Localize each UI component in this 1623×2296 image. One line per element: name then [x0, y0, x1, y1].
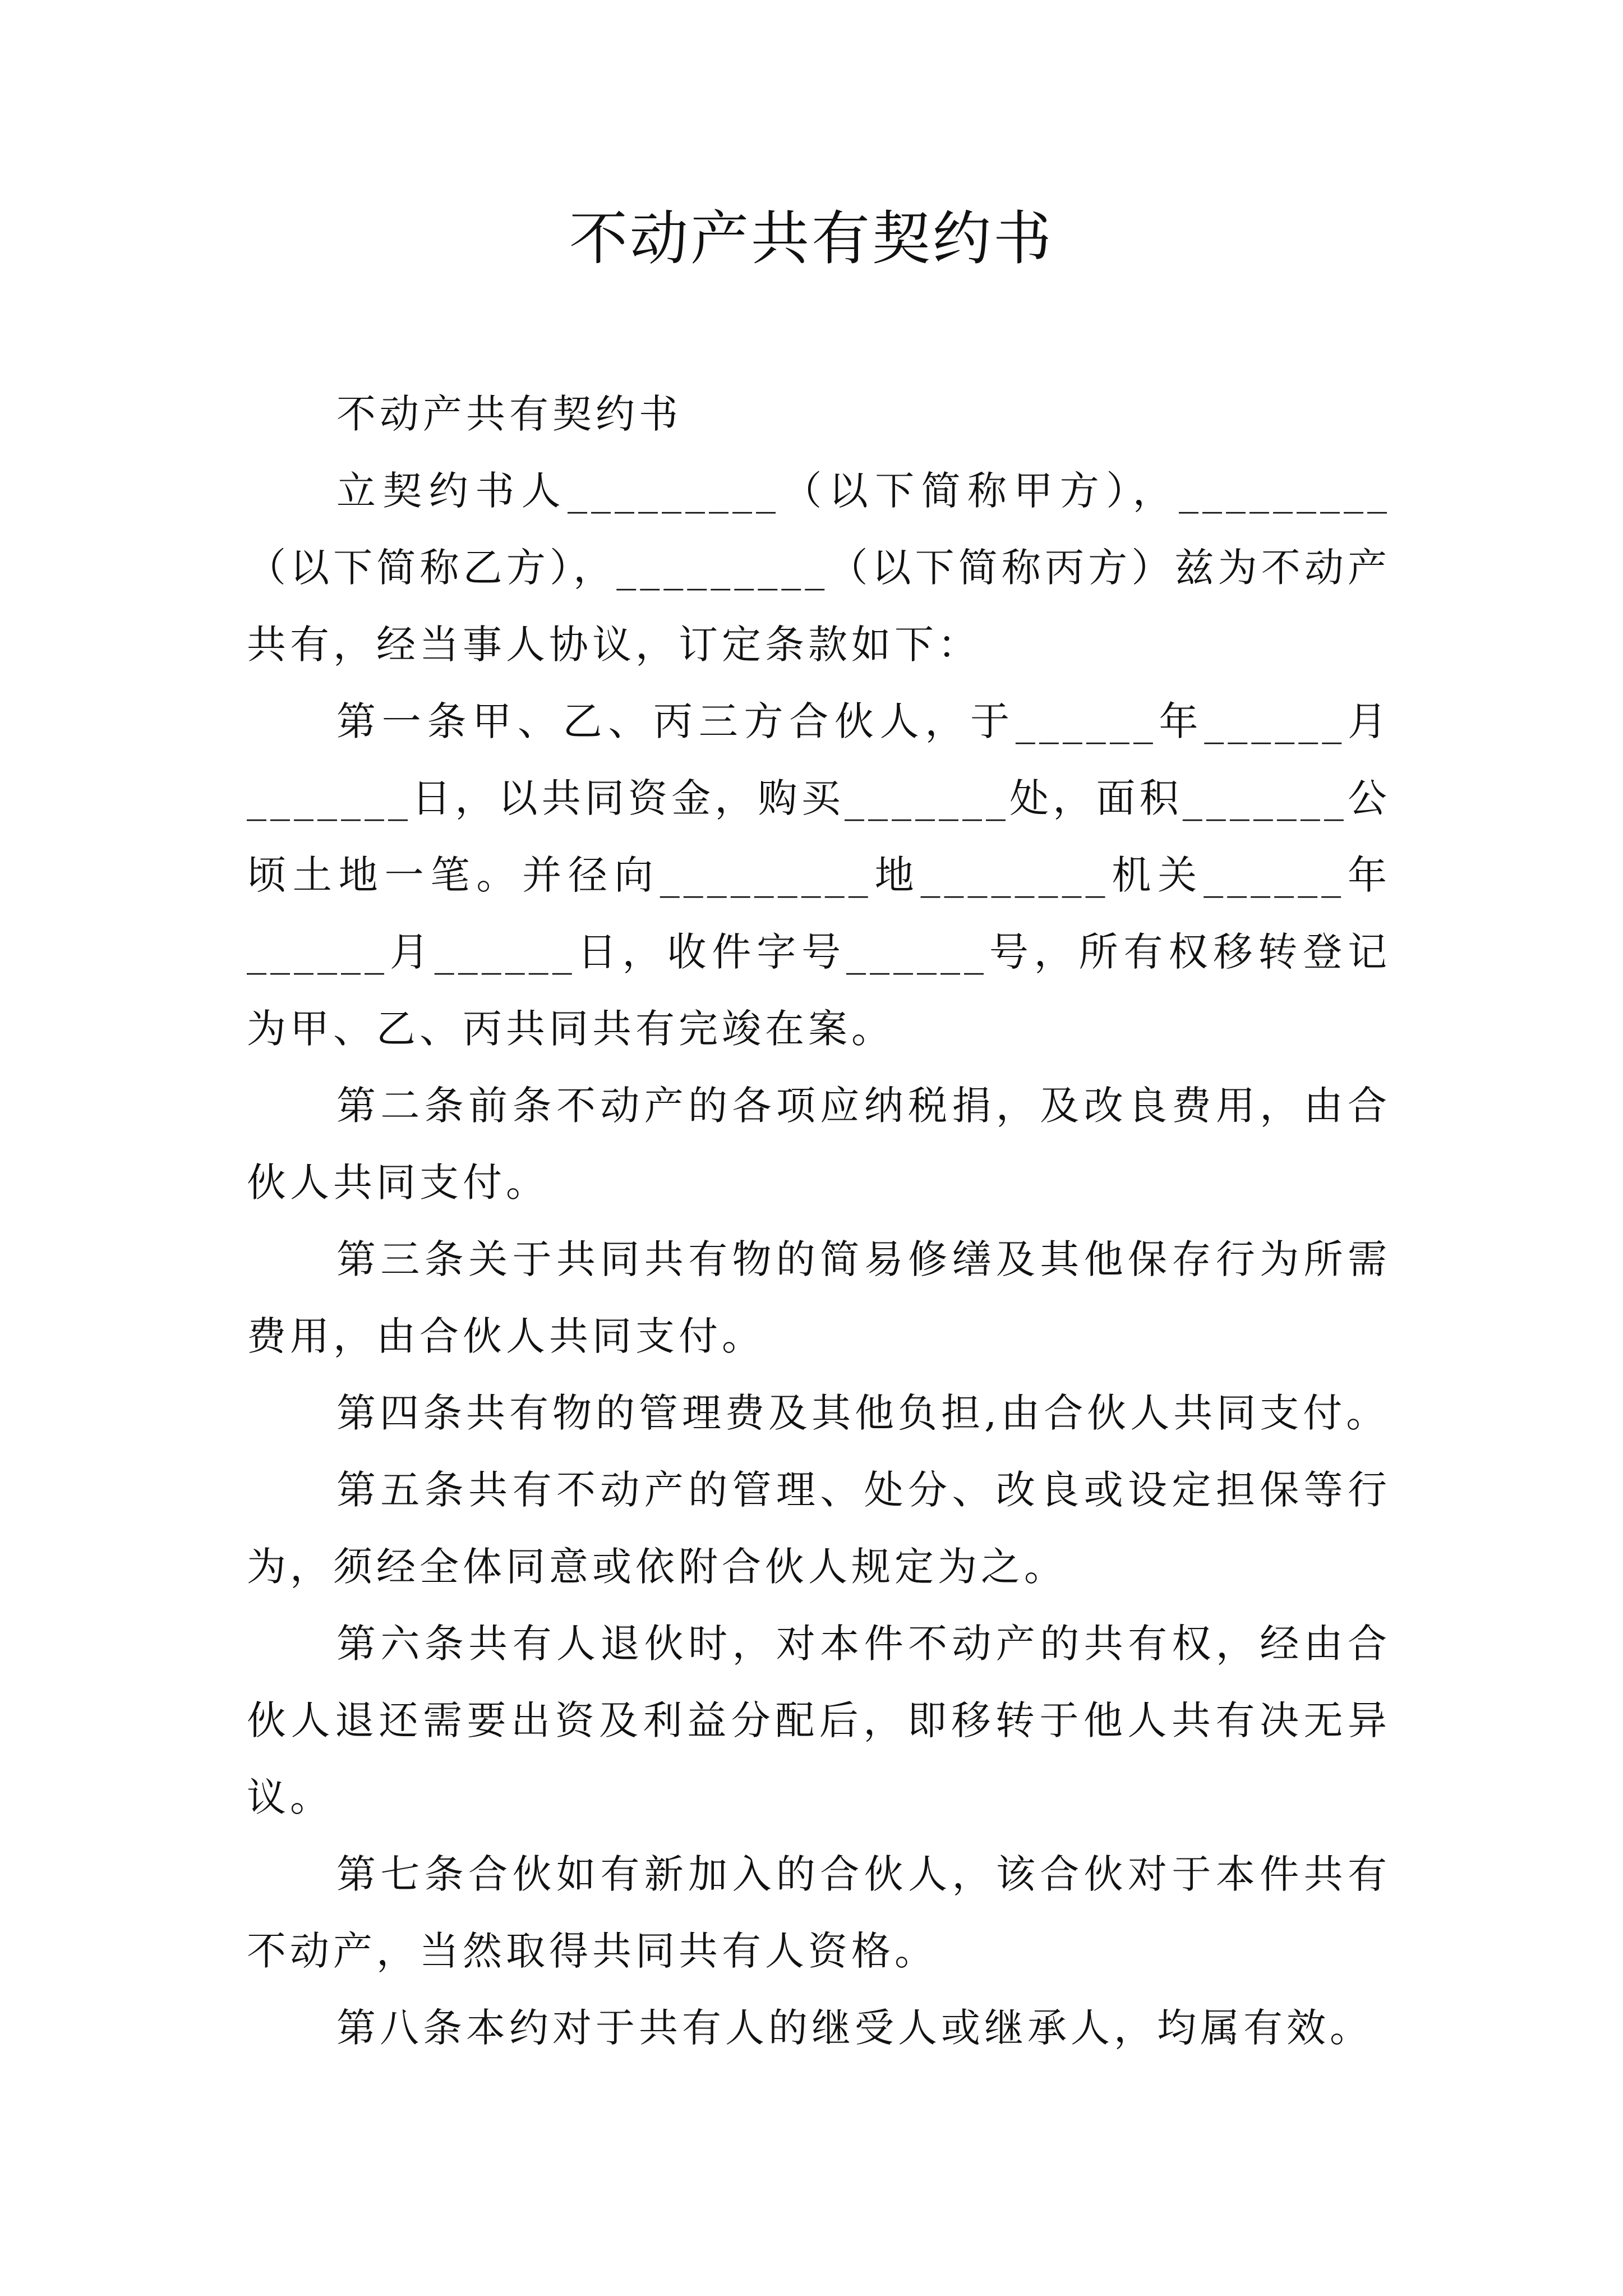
paragraph-article-6: 第六条共有人退伙时，对本件不动产的共有权，经由合伙人退还需要出资及利益分配后，即移转于他人共有决无异议。	[247, 1621, 1391, 1820]
paragraph-article-1: 第一条甲、乙、丙三方合伙人，于______年______月_______日，以共同资金，购买_______处，面积_______公顷土地一笔。并径向_________地________机关______年______月______日，收件字号______号，所有权移转登记为甲、乙、丙共同共有完竣在案。	[247, 698, 1391, 1052]
paragraph-article-8: 第八条本约对于共有人的继受人或继承人，均属有效。	[336, 2005, 1373, 2051]
paragraph-article-7: 第七条合伙如有新加入的合伙人，该合伙对于本件共有不动产，当然取得共同共有人资格。	[247, 1851, 1391, 1974]
paragraph-subtitle: 不动产共有契约书	[336, 391, 682, 437]
document-title: 不动产共有契约书	[569, 204, 1054, 273]
paragraph-article-4: 第四条共有物的管理费及其他负担,由合伙人共同支付。	[336, 1390, 1390, 1436]
paragraph-parties: 立契约书人_________（以下简称甲方），_________（以下简称乙方），_________（以下简称丙方）兹为不动产共有，经当事人协议，订定条款如下：	[247, 468, 1391, 668]
paragraph-article-2: 第二条前条不动产的各项应纳税捐，及改良费用，由合伙人共同支付。	[247, 1083, 1391, 1205]
document-body	[247, 376, 1391, 2067]
paragraph-article-3: 第三条关于共同共有物的简易修缮及其他保存行为所需费用，由合伙人共同支付。	[247, 1236, 1391, 1359]
paragraph-article-5: 第五条共有不动产的管理、处分、改良或设定担保等行为，须经全体同意或依附合伙人规定为之。	[247, 1467, 1391, 1590]
